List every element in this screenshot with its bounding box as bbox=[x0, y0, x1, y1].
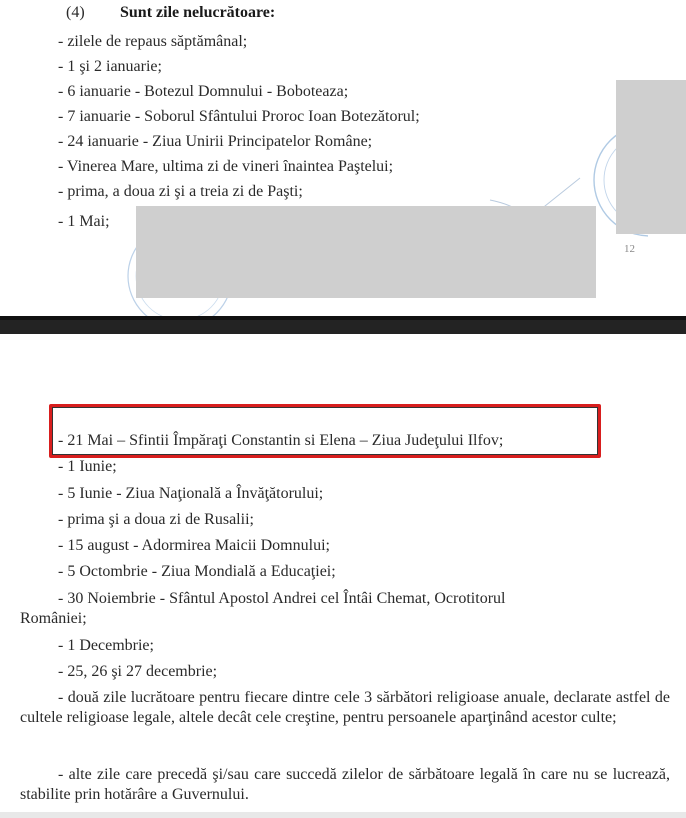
list-item: - 7 ianuarie - Soborul Sfântului Proroc Ioan Botezătorul; bbox=[58, 108, 420, 125]
paragraph-religious-days bbox=[20, 688, 670, 728]
document-page-bottom bbox=[0, 334, 686, 814]
list-item: - 6 ianuarie - Botezul Domnului - Boboteaza; bbox=[58, 83, 349, 100]
list-item: - 25, 26 şi 27 decembrie; bbox=[58, 663, 218, 680]
list-item: - 1 Iunie; bbox=[58, 458, 117, 475]
list-item: - prima şi a doua zi de Rusalii; bbox=[58, 511, 254, 528]
list-item: - 1 Decembrie; bbox=[58, 637, 154, 654]
document-page-top bbox=[0, 0, 686, 316]
list-item: - Vinerea Mare, ultima zi de vineri înaintea Paştelui; bbox=[58, 158, 394, 175]
list-item: - prima, a doua zi şi a treia zi de Paşti; bbox=[58, 183, 303, 200]
paragraph-text: - alte zile care precedă şi/sau care succedă zilelor de sărbătoare legală în care nu se lucrează, stabilite prin hotărâre a Guvernului. bbox=[20, 766, 670, 803]
page-bottom-edge bbox=[0, 812, 686, 818]
list-item: - 5 Octombrie - Ziua Mondială a Educaţiei; bbox=[58, 563, 336, 580]
redaction-block-signature bbox=[136, 206, 596, 298]
page-separator bbox=[0, 316, 686, 334]
redaction-block-corner bbox=[616, 80, 686, 234]
section-title: Sunt zile nelucrătoare: bbox=[120, 4, 276, 21]
list-item: - 1 şi 2 ianuarie; bbox=[58, 58, 162, 75]
highlighted-item: - 21 Mai – Sfintii Împăraţi Constantin si Elena – Ziua Judeţului Ilfov; bbox=[58, 432, 504, 449]
section-number: (4) bbox=[66, 4, 85, 21]
list-item: - zilele de repaus săptămânal; bbox=[58, 33, 248, 50]
list-item: - 15 august - Adormirea Maicii Domnului; bbox=[58, 537, 330, 554]
list-item: - 1 Mai; bbox=[58, 213, 110, 230]
list-item: - 5 Iunie - Ziua Naţională a Învăţătorului; bbox=[58, 485, 324, 502]
list-item-30-noiembrie-cont: României; bbox=[20, 610, 87, 627]
paragraph-text: - două zile lucrătoare pentru fiecare dintre cele 3 sărbători religioase anuale, declarate astfel de cultele religioase legale, altele decât cele creştine, pentru persoanele aparţinând acestor culte; bbox=[20, 689, 670, 726]
page-number: 12 bbox=[624, 243, 635, 255]
list-item-30-noiembrie: - 30 Noiembrie - Sfântul Apostol Andrei cel Întâi Chemat, Ocrotitorul bbox=[58, 590, 506, 607]
list-item: - 24 ianuarie - Ziua Unirii Principatelor Române; bbox=[58, 133, 373, 150]
paragraph-other-days bbox=[20, 765, 670, 805]
